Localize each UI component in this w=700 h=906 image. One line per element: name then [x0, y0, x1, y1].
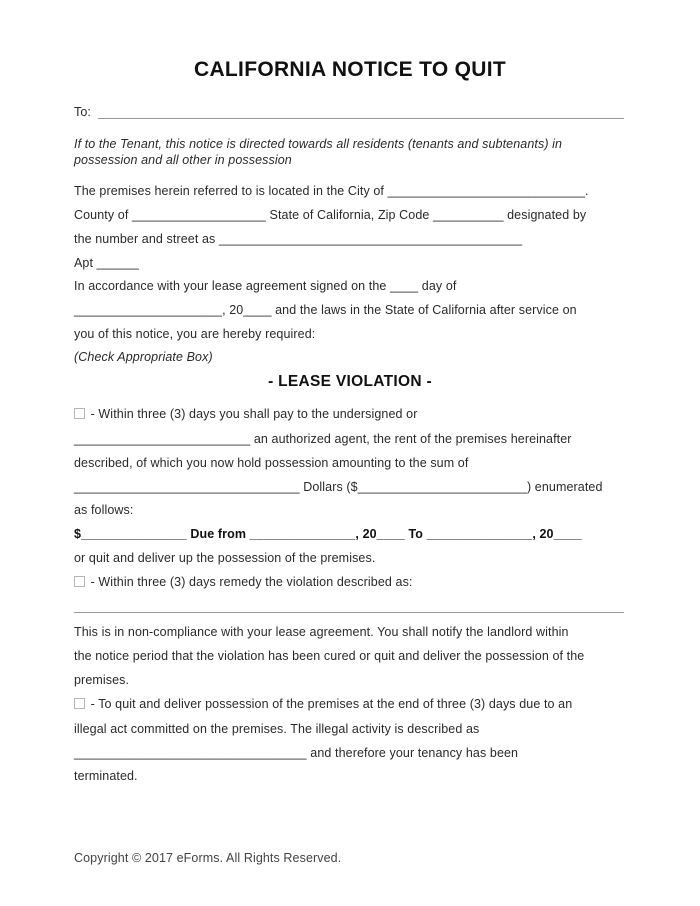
- option-illegal-text: - To quit and deliver possession of the premises at the end of three (3) days due to an: [90, 697, 573, 711]
- pay-rent-checkbox[interactable]: [74, 408, 85, 419]
- document-title: CALIFORNIA NOTICE TO QUIT: [194, 58, 506, 81]
- illegal-act-checkbox[interactable]: [74, 698, 85, 709]
- lease-signed-line: In accordance with your lease agreement signed on the ____ day of: [74, 279, 457, 293]
- option-illegal-line-3: _________________________________ and therefore your tenancy has been: [74, 746, 519, 760]
- option-illegal-line-4: terminated.: [74, 769, 138, 783]
- option-pay-line-3: described, of which you now hold possession amounting to the sum of: [74, 456, 469, 470]
- copyright-footer: Copyright © 2017 eForms. All Rights Reserved.: [74, 851, 342, 865]
- lease-date-line: _____________________, 20____ and the laws in the State of California after service on: [74, 303, 577, 317]
- premises-city-line: The premises herein referred to is located in the City of ____________________________.: [74, 184, 589, 198]
- to-line[interactable]: [98, 118, 624, 119]
- section-heading: - LEASE VIOLATION -: [268, 373, 432, 390]
- check-box-instruction: (Check Appropriate Box): [74, 350, 213, 364]
- option-pay-line-5: as follows:: [74, 503, 134, 517]
- remedy-violation-checkbox[interactable]: [74, 576, 85, 587]
- option-illegal-line-2: illegal act committed on the premises. The illegal activity is described as: [74, 722, 480, 736]
- option-illegal-line-1: [74, 696, 572, 712]
- quit-line: or quit and deliver up the possession of the premises.: [74, 551, 376, 565]
- option-pay-text: - Within three (3) days you shall pay to the undersigned or: [90, 407, 418, 421]
- tenant-note-line-1: If to the Tenant, this notice is directed towards all residents (tenants and subtenants) in: [74, 137, 563, 151]
- to-label: To:: [74, 105, 91, 119]
- option-pay-line-4: ________________________________ Dollars ($________________________) enumerated: [74, 480, 603, 494]
- option-remedy-text: - Within three (3) days remedy the violation described as:: [90, 575, 413, 589]
- noncompliance-line-3: premises.: [74, 673, 130, 687]
- hereby-required-line: you of this notice, you are hereby required:: [74, 327, 316, 341]
- violation-description-line[interactable]: [74, 612, 624, 613]
- premises-apt-line: Apt ______: [74, 256, 139, 270]
- noncompliance-line-1: This is in non-compliance with your lease agreement. You shall notify the landlord within: [74, 625, 569, 639]
- payment-schedule-line: $_______________ Due from _______________, 20____ To _______________, 20____: [74, 527, 582, 541]
- premises-street-line: the number and street as ___________________________________________: [74, 232, 523, 246]
- premises-county-line: County of ___________________ State of California, Zip Code __________ designated by: [74, 208, 587, 222]
- noncompliance-line-2: the notice period that the violation has been cured or quit and deliver the possession of the: [74, 649, 585, 663]
- tenant-note-line-2: possession and all other in possession: [74, 153, 292, 167]
- option-pay-line-1: [74, 406, 417, 422]
- option-pay-line-2: _________________________ an authorized agent, the rent of the premises hereinafter: [74, 432, 572, 446]
- option-remedy-line: [74, 574, 413, 590]
